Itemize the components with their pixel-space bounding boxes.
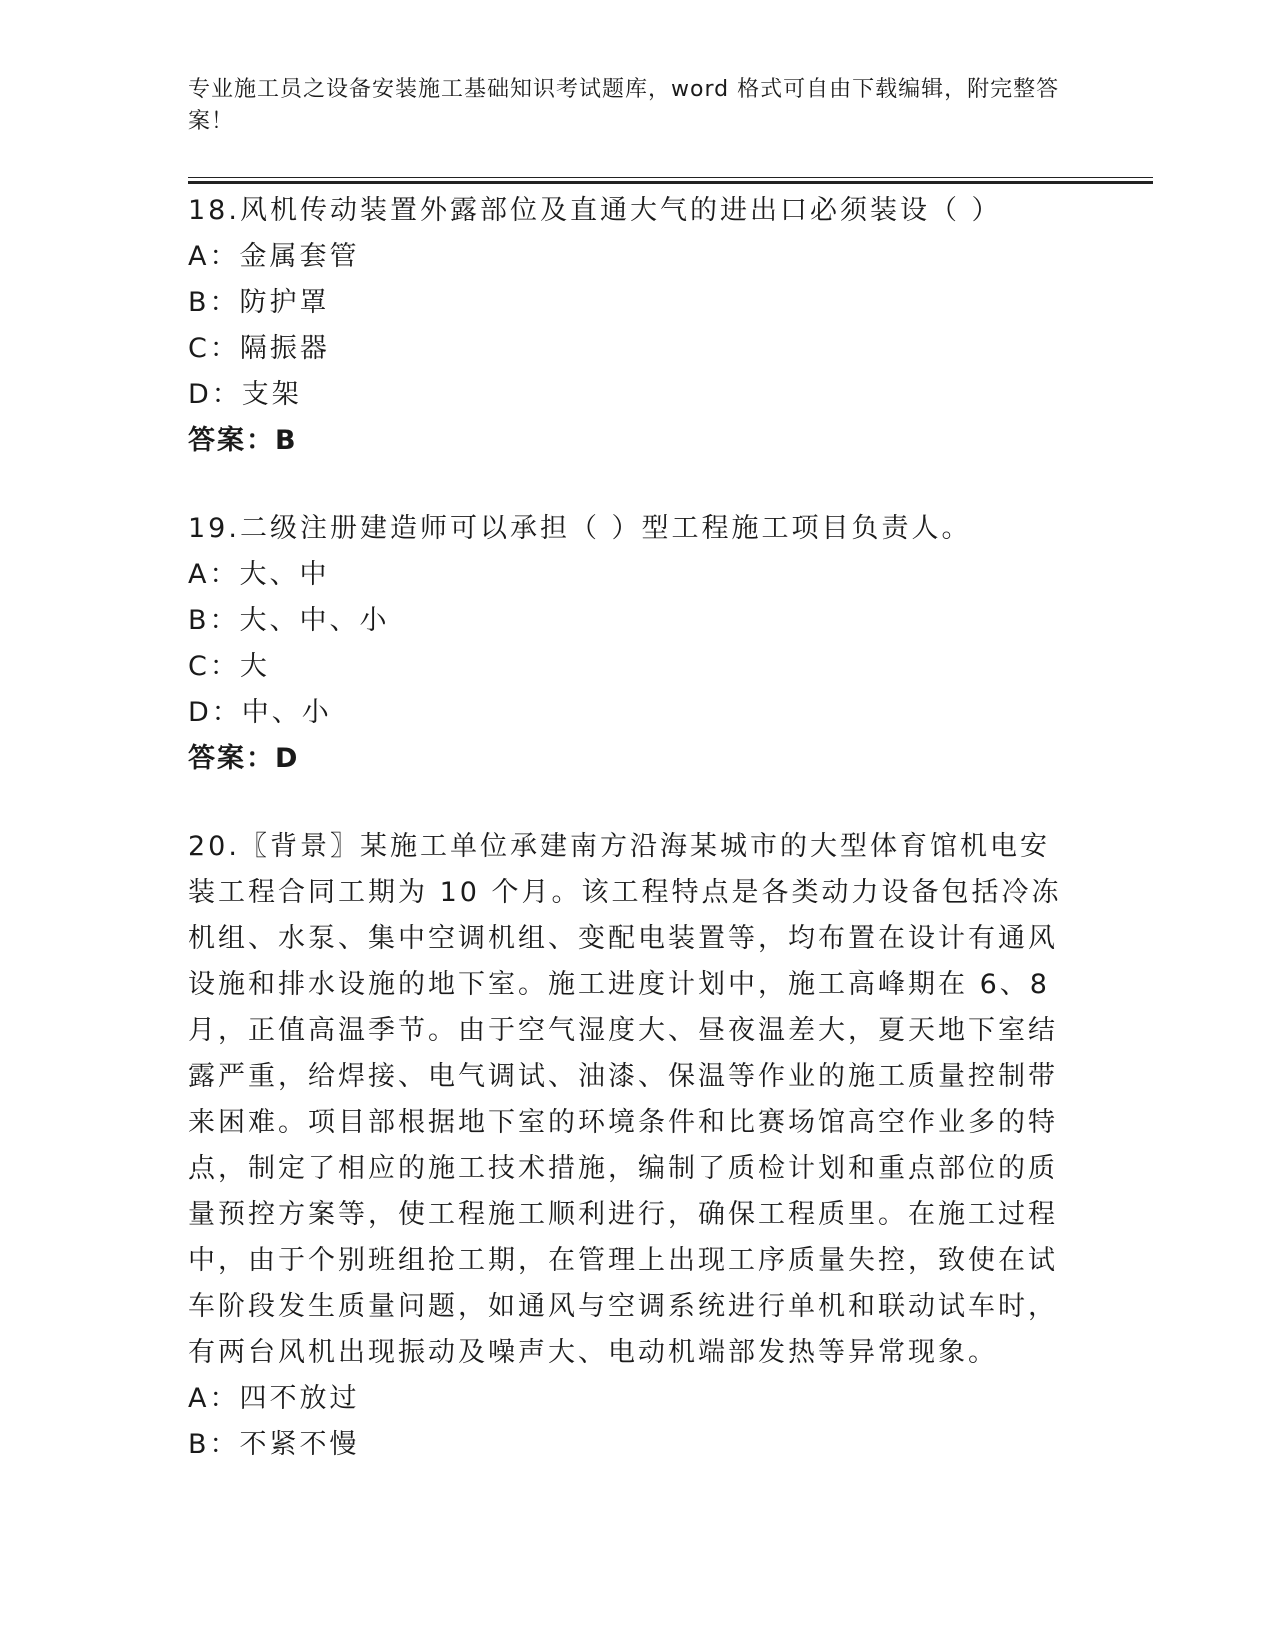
header-divider-thin [188,177,1153,178]
question-stem: 18.风机传动装置外露部位及直通大气的进出口必须装设（ ） [188,195,1002,226]
option-a: A：金属套管 [188,241,360,272]
option-d: D：中、小 [188,697,332,728]
answer: 答案：B [188,425,298,456]
question-spacer [188,464,1068,506]
option-a: A：大、中 [188,559,330,590]
option-b: B：防护罩 [188,287,330,318]
option-c: C：隔振器 [188,333,330,364]
header-divider-thick [188,181,1153,184]
question-list [188,188,1068,1468]
question-stem: 19.二级注册建造师可以承担（ ）型工程施工项目负责人。 [188,513,972,544]
question-spacer [188,782,1068,824]
option-b: B：不紧不慢 [188,1429,360,1460]
question-stem: 20.〖背景〗某施工单位承建南方沿海某城市的大型体育馆机电安装工程合同工期为 10 个月。该工程特点是各类动力设备包括冷冻机组、水泵、集中空调机组、变配电装置等，均布置在设计有通风设施和排水设施的地下室。施工进度计划中，施工高峰期在 6、8 月，正值高温季节。由于空气湿度大、昼夜温差大，夏天地下室结露严重，给焊接、电气调试、油漆、保温等作业的施工质量控制带来困难。项目部根据地下室的环境条件和比赛场馆高空作业多的特点，制定了相应的施工技术措施，编制了质检计划和重点部位的质量预控方案等，使工程施工顺利进行，确保工程质里。在施工过程中，由于个别班组抢工期，在管理上出现工序质量失控，致使在试车阶段发生质量问题，如通风与空调系统进行单机和联动试车时，有两台风机出现振动及噪声大、电动机端部发热等异常现象。 [188,831,1062,1368]
question-18 [188,188,1068,464]
option-c: C：大 [188,651,270,682]
option-d: D：支架 [188,379,302,410]
question-20 [188,824,1068,1468]
option-a: A：四不放过 [188,1383,360,1414]
document-header: 专业施工员之设备安装施工基础知识考试题库，word 格式可自由下载编辑，附完整答案！ [188,77,1060,134]
question-19 [188,506,1068,782]
option-b: B：大、中、小 [188,605,390,636]
answer: 答案：D [188,743,300,774]
